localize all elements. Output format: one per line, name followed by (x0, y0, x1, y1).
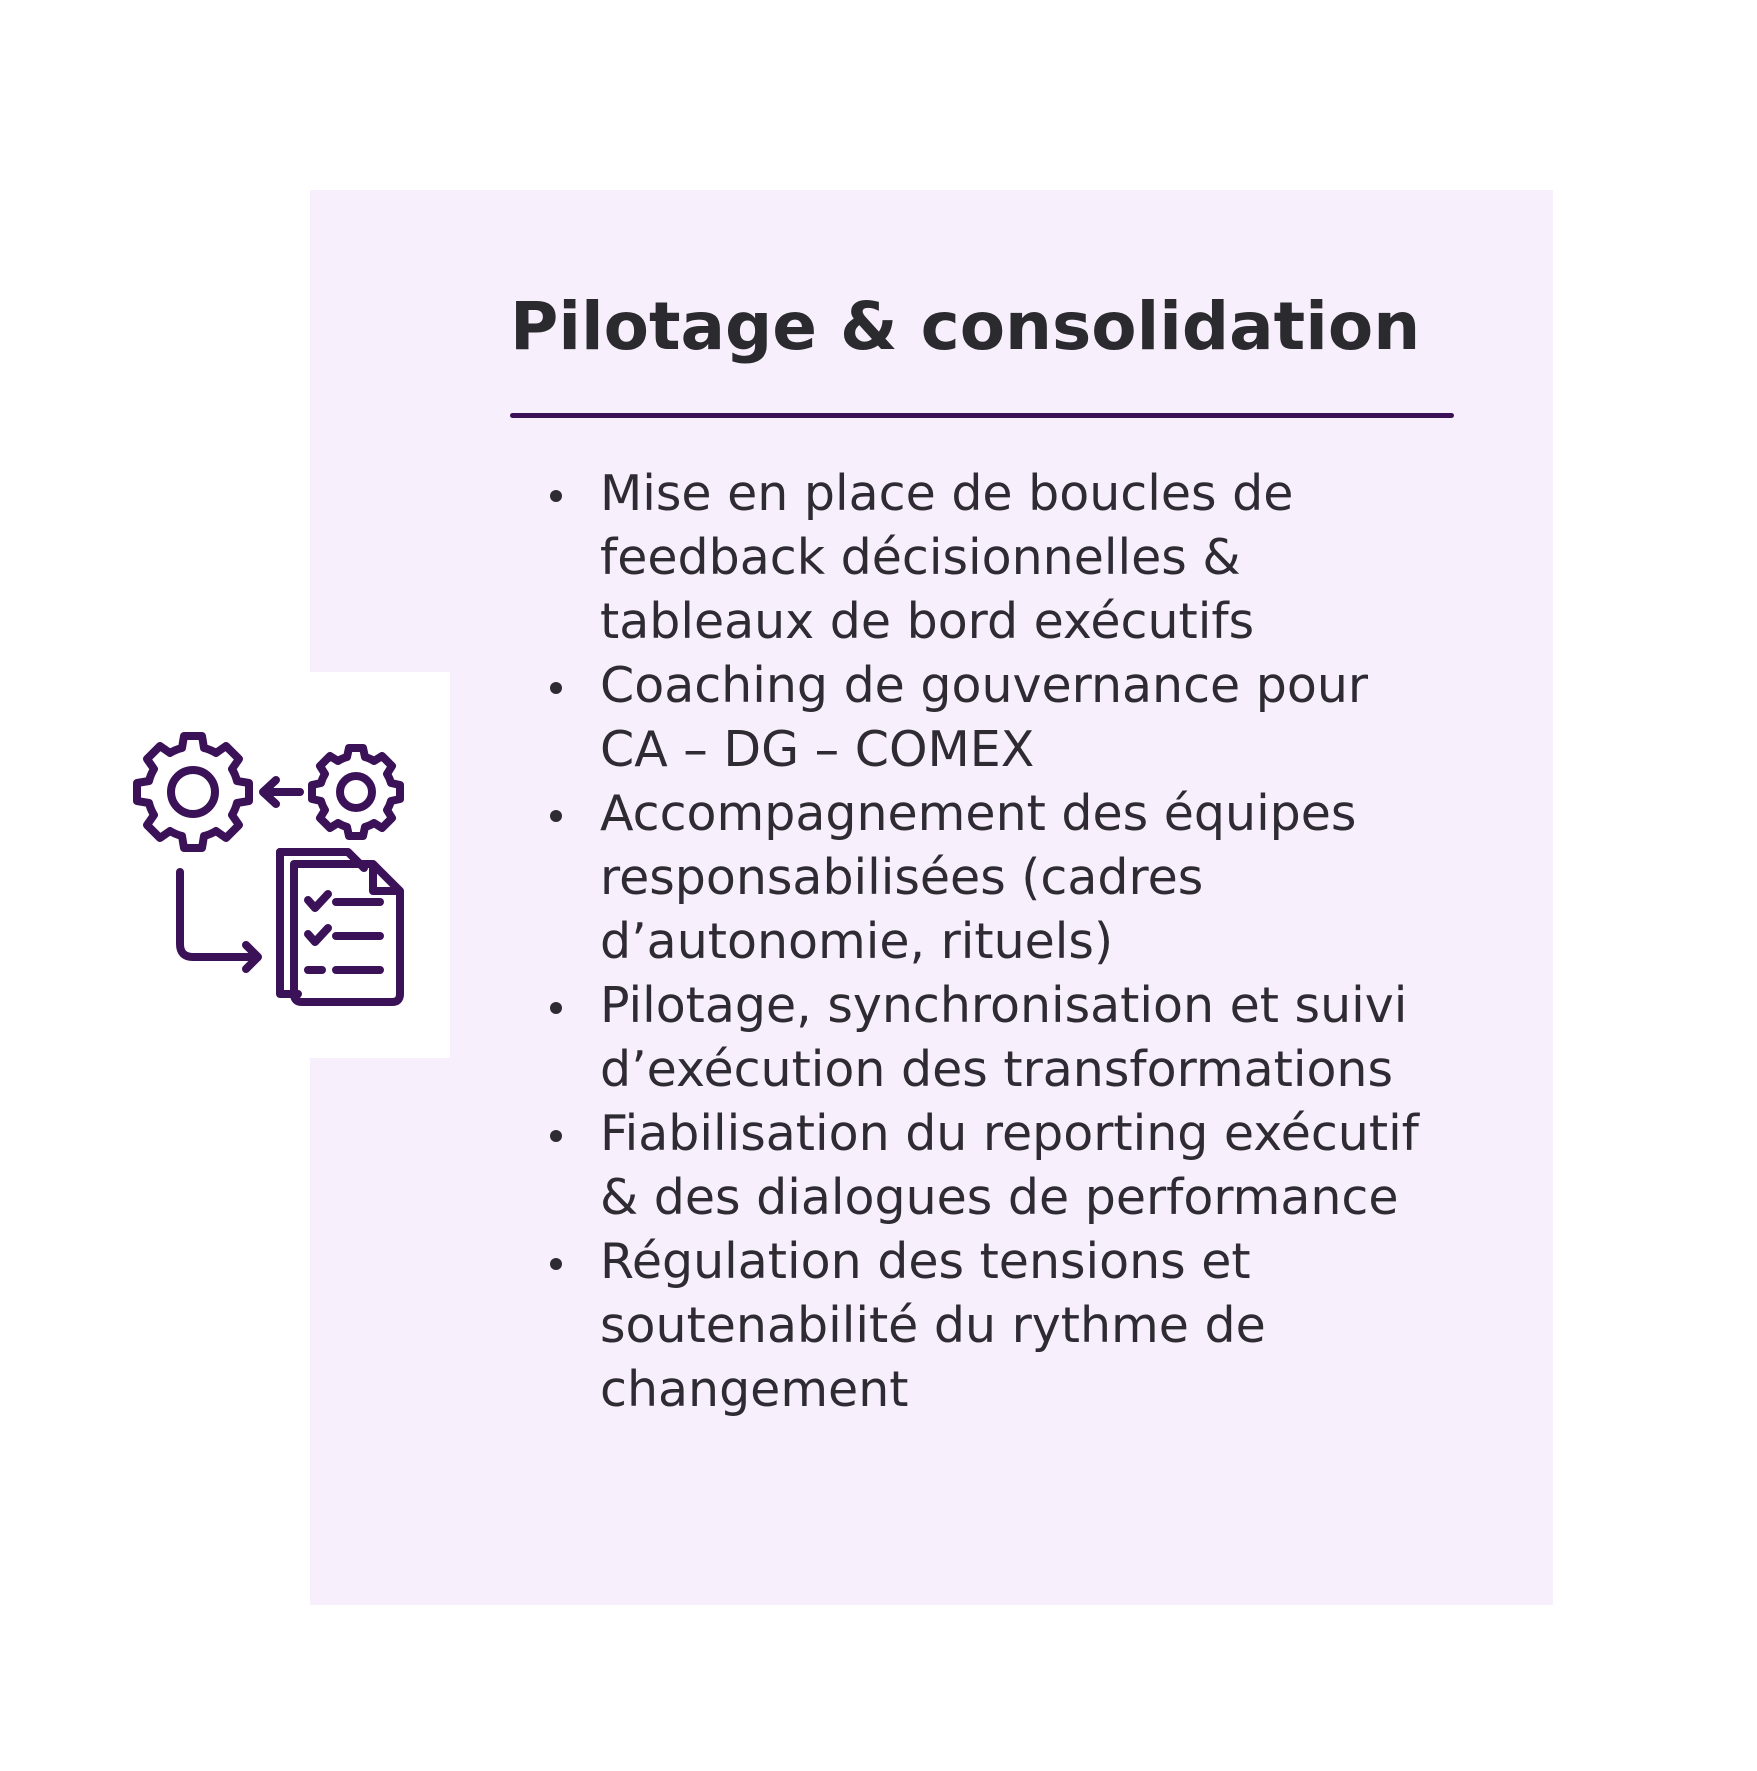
small-gear-icon (312, 748, 400, 836)
list-item-line: Régulation des tensions et (600, 1233, 1251, 1290)
list-item-line: & des dialogues de performance (600, 1169, 1399, 1226)
list-item-line: tableaux de bord exécutifs (600, 593, 1255, 650)
list-item-line: Coaching de gouvernance pour (600, 657, 1369, 714)
list-item (550, 782, 1550, 974)
list-item (550, 974, 1550, 1102)
icon-panel (118, 672, 450, 1058)
gears-to-checklist-icon (118, 672, 450, 1058)
card-title: Pilotage & consolidation (510, 288, 1421, 365)
list-item-line: soutenabilité du rythme de (600, 1297, 1266, 1354)
check-icon (308, 928, 328, 942)
check-icon (308, 894, 328, 908)
list-item-line: d’autonomie, rituels) (600, 913, 1114, 970)
large-gear-icon (137, 736, 249, 848)
list-item-line: changement (600, 1361, 909, 1418)
list-item-line: Pilotage, synchronisation et suivi (600, 977, 1408, 1034)
arrow-left-icon (263, 780, 300, 804)
list-item (550, 1102, 1550, 1230)
list-item-line: feedback décisionnelles & (600, 529, 1241, 586)
list-item-line: d’exécution des transformations (600, 1041, 1394, 1098)
arrow-right-icon (180, 872, 258, 969)
list-item (550, 1230, 1550, 1422)
list-item-line: responsabilisées (cadres (600, 849, 1204, 906)
bullet-list (550, 462, 1550, 1422)
list-item (550, 462, 1550, 654)
list-item (550, 654, 1550, 782)
title-divider (510, 413, 1454, 418)
list-item-line: CA – DG – COMEX (600, 721, 1035, 778)
list-item-line: Accompagnement des équipes (600, 785, 1357, 842)
list-item-line: Fiabilisation du reporting exécutif (600, 1105, 1419, 1162)
list-item-line: Mise en place de boucles de (600, 465, 1294, 522)
